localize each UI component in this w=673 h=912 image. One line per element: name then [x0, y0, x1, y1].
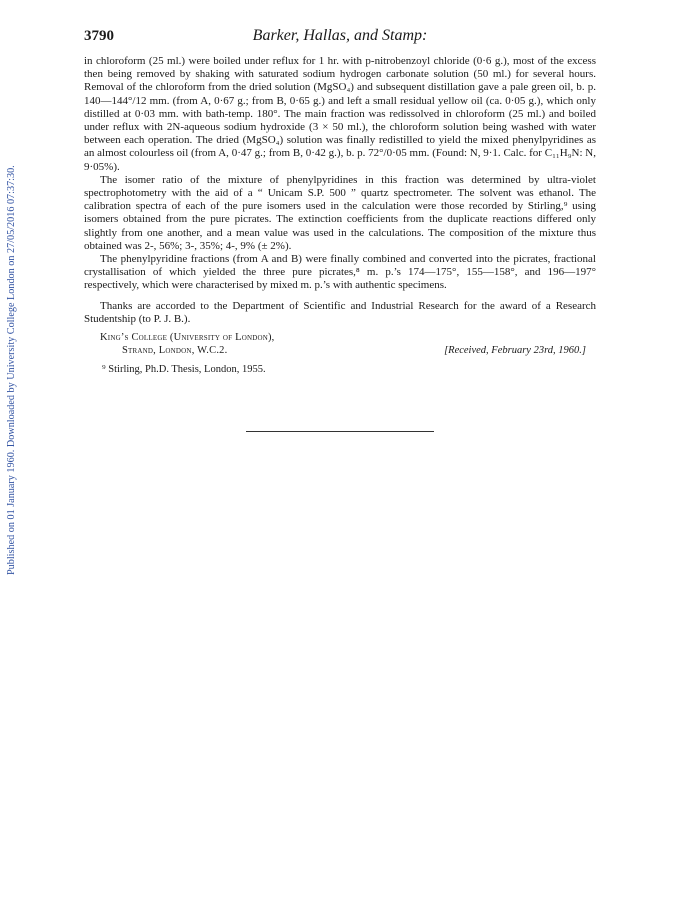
- page-header: [84, 28, 596, 50]
- address-line-2: Strand, London, W.C.2.: [122, 345, 228, 357]
- download-watermark: [4, 135, 18, 575]
- running-head: Barker, Hallas, and Stamp:: [252, 27, 428, 44]
- article-body: [84, 55, 596, 376]
- received-date: [Received, February 23rd, 1960.]: [444, 345, 586, 357]
- author-address: [84, 331, 596, 357]
- paragraph-experimental: in chloroform (25 ml.) were boiled under reflux for 1 hr. with p-nitrobenzoyl chloride (0·6 g.), most of the excess then being removed by shaking with saturated sodium hydrogen carbonate solution (50 ml.) for several hours. Removal of the chloroform from the dried solution (MgSO₄) and subsequent distillation gave a pale green oil, b. p. 140—144°/12 mm. (from A, 0·67 g.; from B, 0·65 g.) and left a small residual yellow oil (ca. 0·05 g.), which only distilled at 0·03 mm. with bath-temp. 180°. The main fraction was redissolved in chloroform (25 ml.) and boiled under reflux with 2N-aqueous sodium hydroxide (3 × 50 ml.), the chloroform solution being washed with water between each operation. The dried (MgSO₄) solution was finally redistilled to yield the mixed phenylpyridines as an almost colourless oil (from A, 0·47 g.; from B, 0·42 g.), b. p. 72°/0·05 mm. (Found: N, 9·1. Calc. for C₁₁H₉N: N, 9·05%).: [84, 55, 596, 173]
- paragraph-picrates: The phenylpyridine fractions (from A and B) were finally combined and converted into the picrates, fractional crystallisation of which yielded the three pure picrates,⁸ m. p.’s 174—175°, 155—158°, and 196—197° respectively, which were characterised by mixed m. p.’s with authentic specimens.: [84, 253, 596, 292]
- address-line-1: King’s College (University of London),: [100, 332, 275, 344]
- download-watermark-text: Published on 01 January 1960. Downloaded by University College London on 27/05/2016 07:37:30.: [6, 165, 17, 575]
- page-number: 3790: [84, 28, 114, 44]
- footnote: ⁹ Stirling, Ph.D. Thesis, London, 1955.: [102, 364, 266, 376]
- paragraph-isomer-ratio: The isomer ratio of the mixture of phenylpyridines in this fraction was determined by ultra-violet spectrophotometry with the aid of a “ Unicam S.P. 500 ” quartz spectrometer. The solvent was ethanol. The calibration spectra of each of the pure isomers used in the calculation were those recorded by Stirling,⁹ using isomers obtained from the pure picrates. The extinction coefficients from the duplicate reactions differed only slightly from one another, and a mean value was used in the calculations. The composition of the mixture thus obtained was 2-, 56%; 3-, 35%; 4-, 9% (± 2%).: [84, 173, 596, 252]
- paragraph-acknowledgement: Thanks are accorded to the Department of Scientific and Industrial Research for the award of a Research Studentship (to P. J. B.).: [84, 299, 596, 325]
- end-rule: [246, 431, 434, 432]
